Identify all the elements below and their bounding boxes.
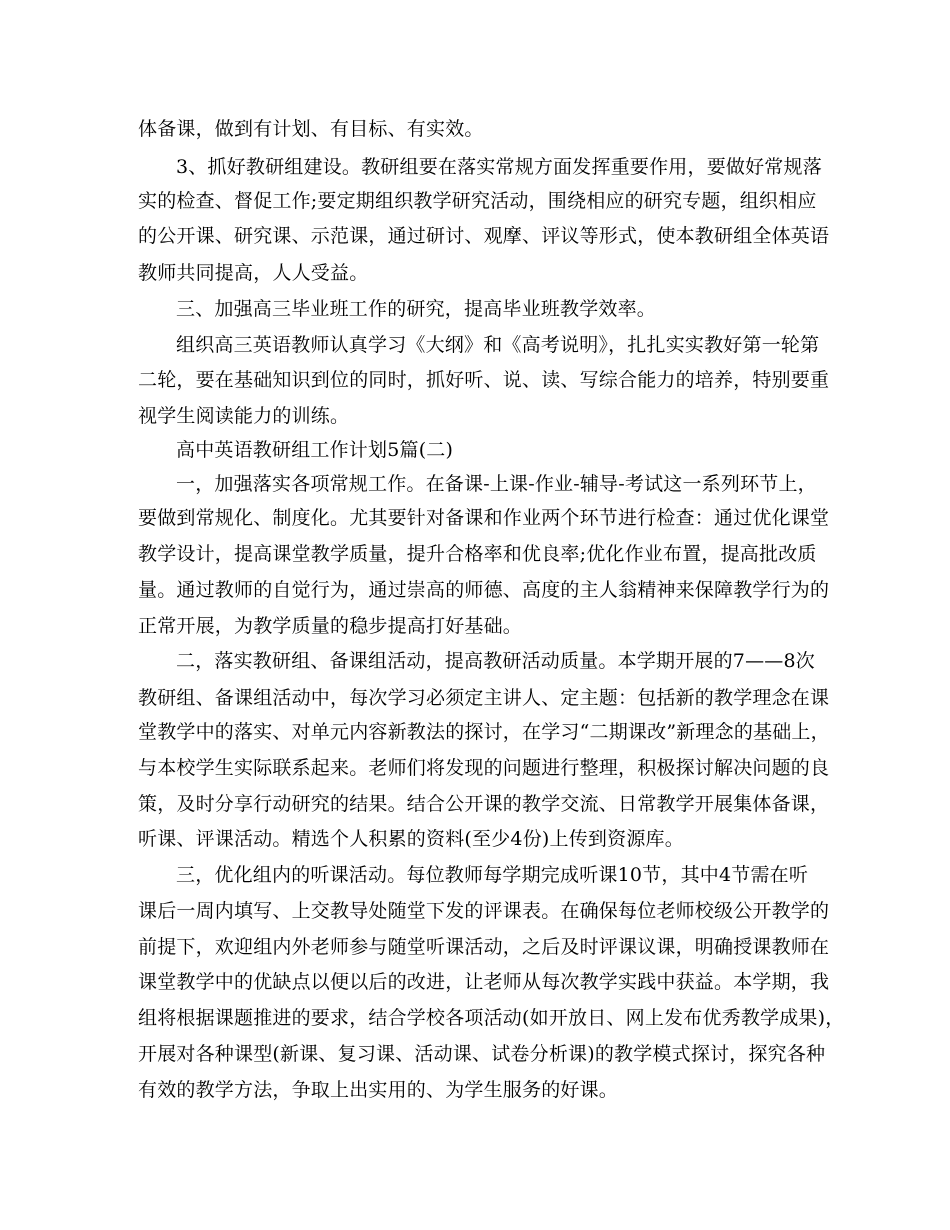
text-line: 一，加强落实各项常规工作。在备课-上课-作业-辅导-考试这一系列环节上， [176,473,817,495]
text-line: 课后一周内填写、上交教导处随堂下发的评课表。在确保每位老师校级公开教学的 [138,900,830,922]
text-line: 体备课，做到有计划、有目标、有实效。 [138,118,484,140]
section-heading: 高中英语教研组工作计划5篇(二) [176,439,454,461]
text-line: 实的检查、督促工作;要定期组织教学研究活动，围绕相应的研究专题，组织相应 [138,190,817,212]
text-line: 教研组、备课组活动中，每次学习必须定主讲人、定主题：包括新的教学理念在课 [138,687,830,709]
text-line: 堂教学中的落实、对单元内容新教法的探讨，在学习“二期课改”新理念的基础上， [138,721,830,743]
text-line: 二轮，要在基础知识到位的同时，抓好听、说、读、写综合能力的培养，特别要重 [138,369,830,391]
text-line: 开展对各种课型(新课、复习课、活动课、试卷分析课)的教学模式探讨，探究各种 [138,1043,826,1065]
text-line: 三，优化组内的听课活动。每位教师每学期完成听课10节，其中4节需在听 [176,864,809,886]
text-line: 课堂教学中的优缺点以便以后的改进，让老师从每次教学实践中获益。本学期，我 [138,971,830,993]
text-line: 视学生阅读能力的训练。 [138,405,350,427]
text-line: 教学设计，提高课堂教学质量，提升合格率和优良率;优化作业布置，提高批改质 [138,543,817,565]
text-line: 正常开展，为教学质量的稳步提高打好基础。 [138,615,523,637]
text-line: 听课、评课活动。精选个人积累的资料(至少4份)上传到资源库。 [138,828,684,850]
text-line: 与本校学生实际联系起来。老师们将发现的问题进行整理，积极探讨解决问题的良 [138,757,830,779]
text-line: 要做到常规化、制度化。尤其要针对备课和作业两个环节进行检查：通过优化课堂 [138,507,830,529]
text-line: 二，落实教研组、备课组活动，提高教研活动质量。本学期开展的7——8次 [176,650,815,672]
text-line: 前提下，欢迎组内外老师参与随堂听课活动，之后及时评课议课，明确授课教师在 [138,936,830,958]
text-line: 有效的教学方法，争取上出实用的、为学生服务的好课。 [138,1079,619,1101]
text-line: 3、抓好教研组建设。教研组要在落实常规方面发挥重要作用，要做好常规落 [176,156,822,178]
text-line: 三、加强高三毕业班工作的研究，提高毕业班教学效率。 [176,298,657,320]
text-line: 量。通过教师的自觉行为，通过崇高的师德、高度的主人翁精神来保障教学行为的 [138,579,830,601]
text-line: 组将根据课题推进的要求，结合学校各项活动(如开放日、网上发布优秀教学成果)， [138,1007,845,1029]
text-line: 策，及时分享行动研究的结果。结合公开课的教学交流、日常教学开展集体备课， [138,793,830,815]
text-line: 的公开课、研究课、示范课，通过研讨、观摩、评议等形式，使本教研组全体英语 [138,225,830,247]
text-line: 教师共同提高，人人受益。 [138,262,369,284]
text-line: 组织高三英语教师认真学习《大纲》和《高考说明》，扎扎实实教好第一轮第 [176,334,820,356]
